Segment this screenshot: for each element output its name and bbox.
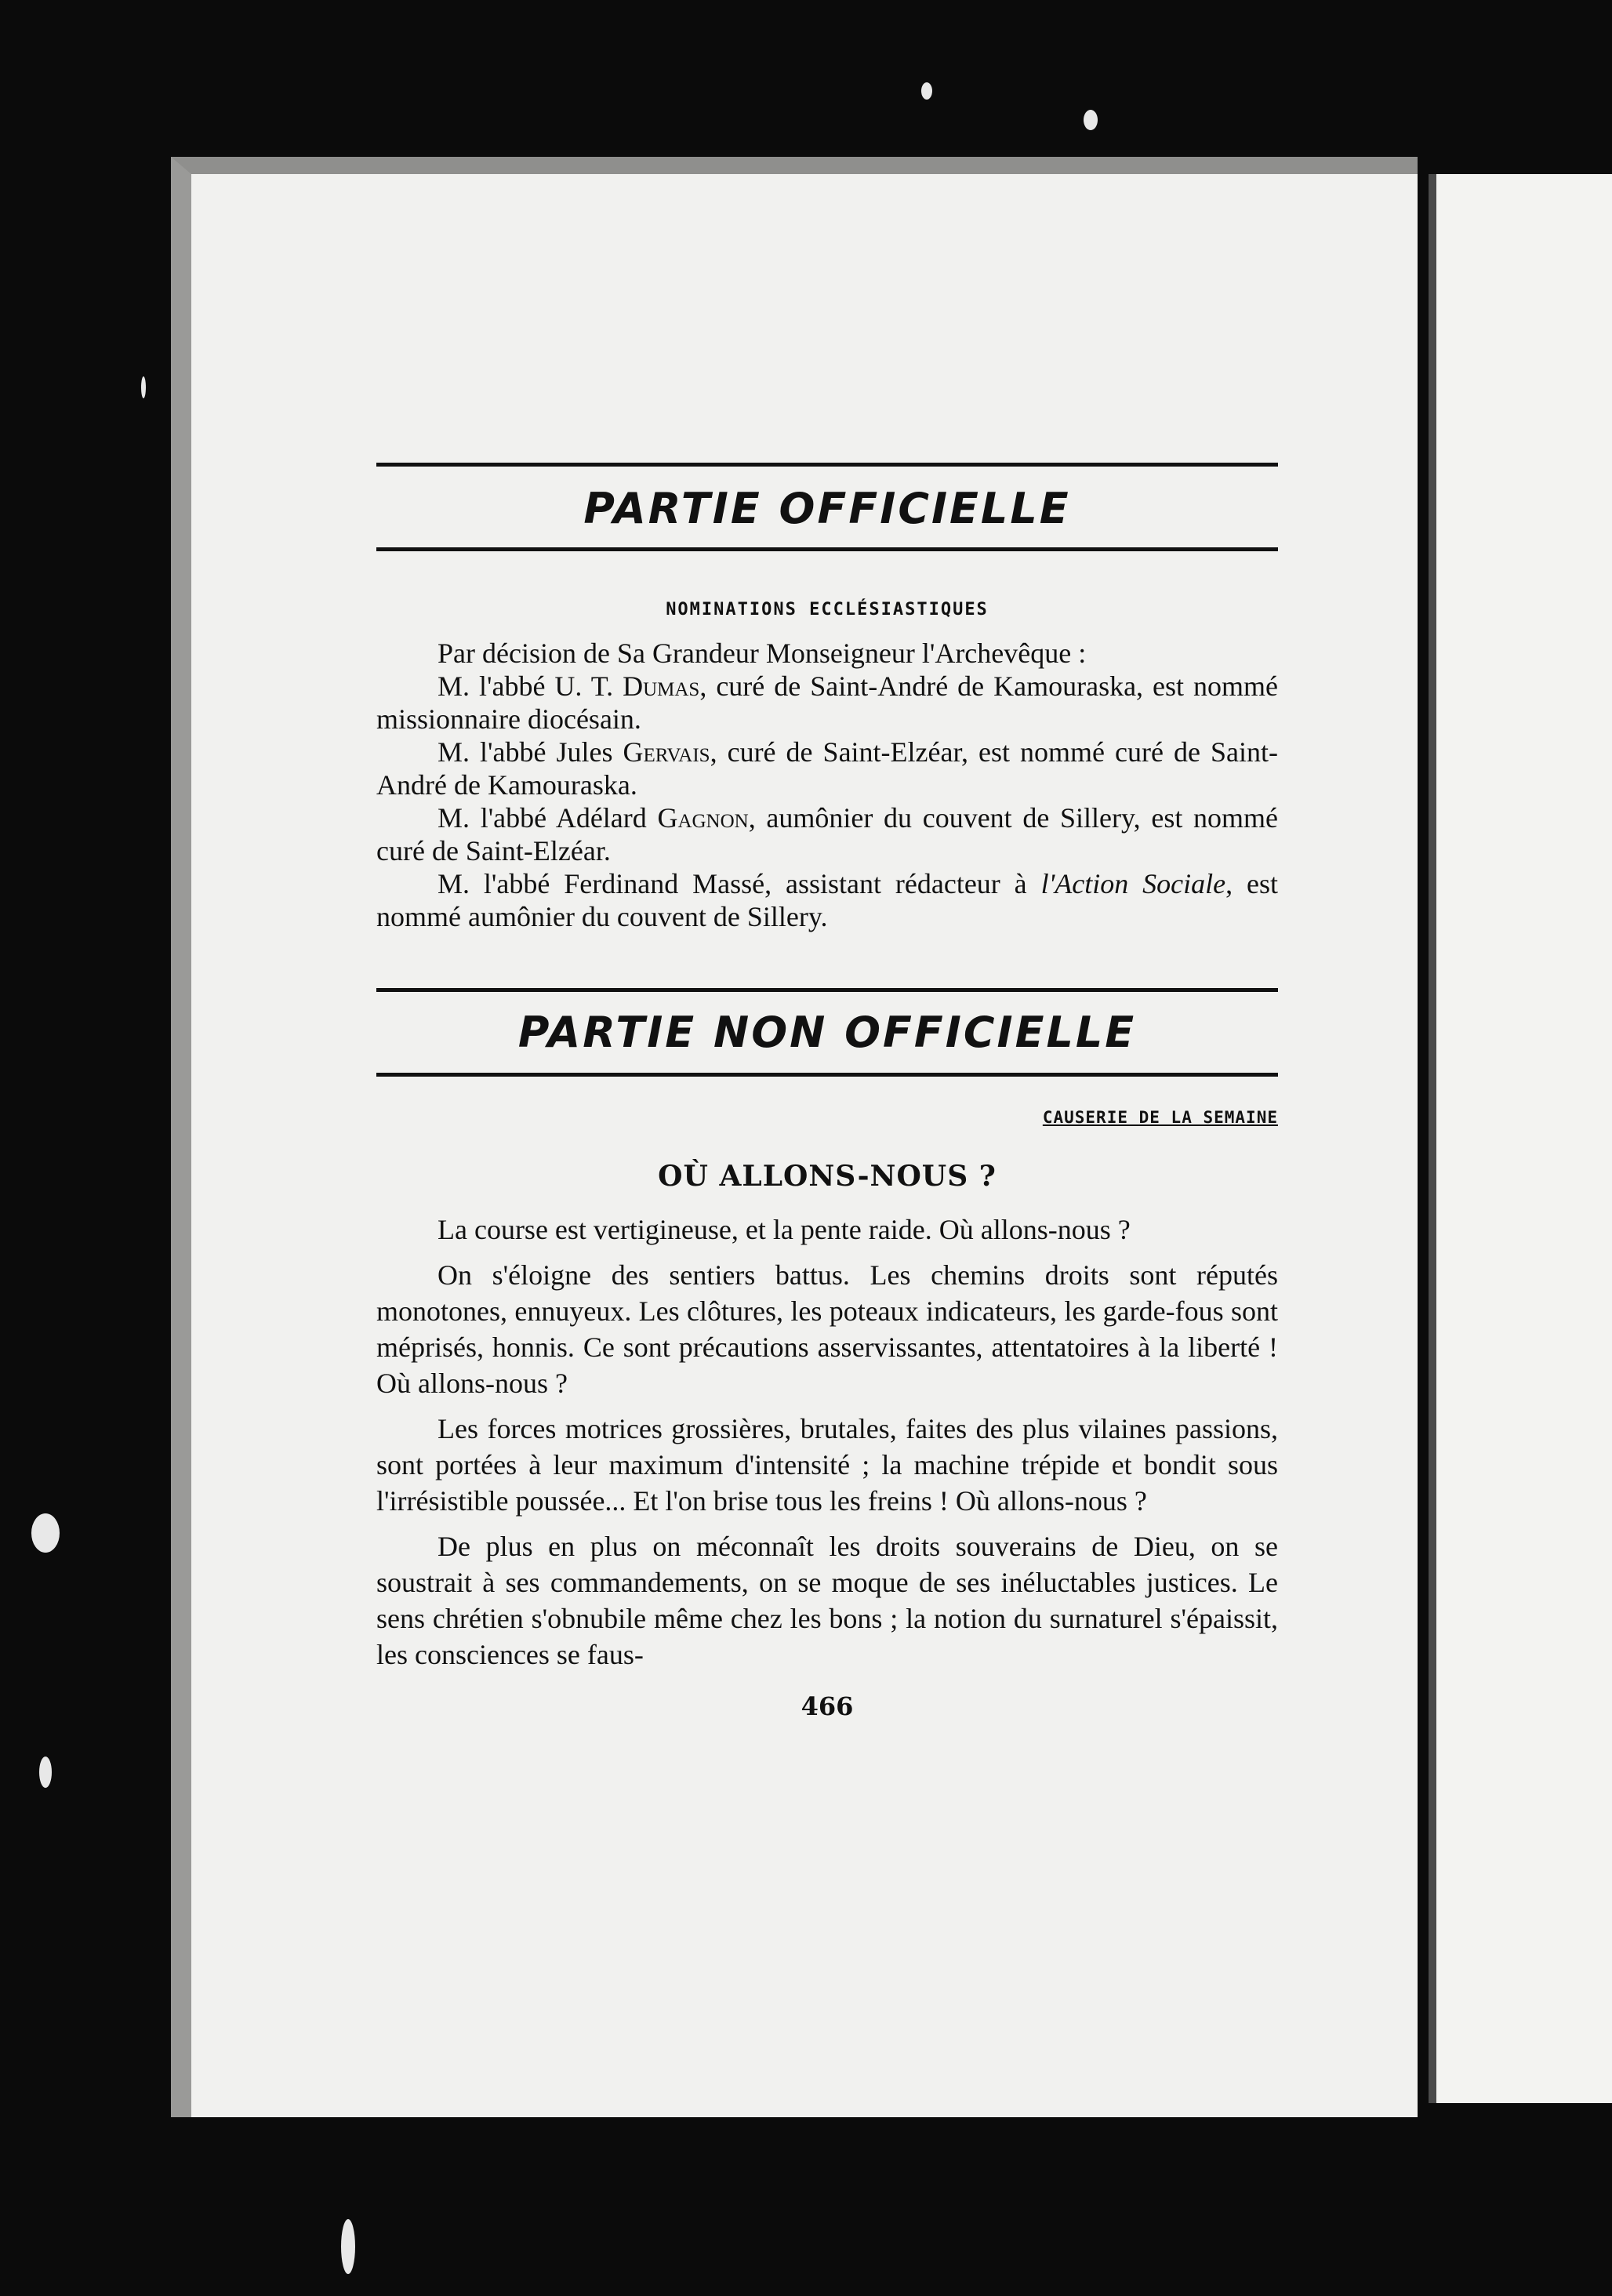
nomination-item: M. l'abbé Jules Gervais, curé de Saint-Elzéar, est nommé curé de Saint-André de Kamouraska. [376, 736, 1278, 801]
official-section-title: PARTIE OFFICIELLE [583, 484, 1071, 533]
surname: Dumas [623, 670, 700, 702]
top-rule [376, 463, 1278, 467]
publication-name: l'Action Sociale [1040, 868, 1226, 899]
nominations-intro: Par décision de Sa Grandeur Monseigneur l'Archevêque : [437, 638, 1087, 669]
article-paragraph: De plus en plus on méconnaît les droits souverains de Dieu, on se soustrait à ses commandements, on se moque de ses inéluctables justices. Le sens chrétien s'obnubile même chez les bons ; la notion du surnaturel s'épaissit, les consciences se faus- [376, 1531, 1278, 1670]
article-paragraph: La course est vertigineuse, et la pente raide. Où allons-nous ? [437, 1214, 1131, 1245]
nomination-item: M. l'abbé Ferdinand Massé, assistant rédacteur à l'Action Sociale, est nommé aumônier du couvent de Sillery. [376, 868, 1278, 932]
adjacent-page [1429, 174, 1612, 2103]
column-kicker: CAUSERIE DE LA SEMAINE [1042, 1108, 1278, 1127]
page-content [376, 463, 1278, 1721]
non-official-title-rule [376, 1073, 1278, 1077]
nomination-item: M. l'abbé U. T. Dumas, curé de Saint-André de Kamouraska, est nommé missionnaire diocésain. [376, 670, 1279, 735]
nomination-item: M. l'abbé Adélard Gagnon, aumônier du couvent de Sillery, est nommé curé de Saint-Elzéar. [376, 802, 1278, 866]
article-paragraph: On s'éloigne des sentiers battus. Les chemins droits sont réputés monotones, ennuyeux. Les clôtures, les poteaux indicateurs, les garde-fous sont méprisés, honnis. Ce sont précautions asservissantes, attentatoires à la liberté ! Où allons-nous ? [376, 1259, 1278, 1399]
nomination-list [376, 670, 1278, 933]
article-paragraph: Les forces motrices grossières, brutales, faites des plus vilaines passions, sont portées à leur maximum d'intensité ; la machine trépide et bondit sous l'irrésistible poussée... Et l'on brise tous les freins ! Où allons-nous ? [376, 1413, 1278, 1517]
article-title: OÙ ALLONS-NOUS ? [658, 1160, 997, 1193]
non-official-section-title: PARTIE NON OFFICIELLE [517, 1008, 1137, 1057]
official-title-rule [376, 547, 1278, 551]
non-official-top-rule [376, 988, 1278, 992]
nominations-heading: NOMINATIONS ECCLÉSIASTIQUES [666, 600, 989, 619]
surname: Gagnon [657, 802, 749, 834]
page-number: 466 [801, 1691, 854, 1721]
surname: Gervais [623, 736, 710, 768]
article-body [376, 1212, 1278, 1673]
